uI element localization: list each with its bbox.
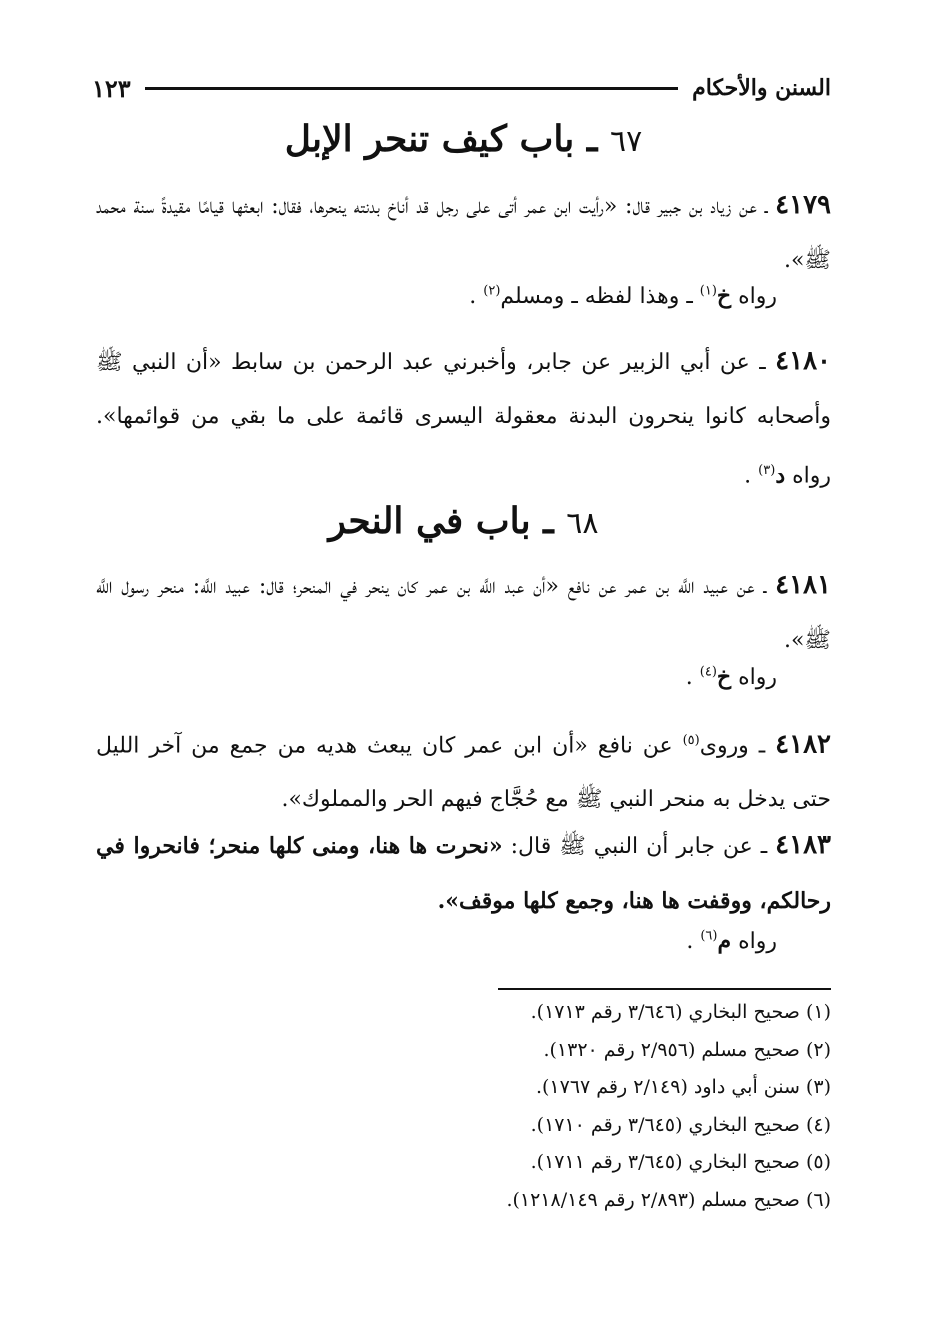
hadith-4179-attribution [469, 283, 777, 309]
hadith-number: ٤١٨٢ [775, 729, 832, 760]
footnote-6: (٦) صحيح مسلم (٢/٨٩٣ رقم ١٢١٨/١٤٩). [506, 1188, 831, 1211]
hadith-number: ٤١٨٣ [775, 830, 831, 860]
chapter-title: باب كيف تنحر الإبل [284, 118, 575, 160]
running-title: السنن والأحكام [692, 75, 831, 101]
hadith-text-continued: عن نافع «أن ابن عمر كان يبعث هديه من جمع من آخر الليل حتى يدخل به منحر النبي ﷺ مع حُجَّاج فيهم الحر والمملوك». [96, 733, 831, 813]
hadith-text: ـ عن أبي الزبير عن جابر، وأخبرني عبد الرحمن بن سابط «أن النبي ﷺ وأصحابه كانوا ينحرون البدنة معقولة اليسرى قائمة على ما بقي من قوائمها». رواه [96, 350, 831, 489]
footnote-2: (٢) صحيح مسلم (٢/٩٥٦ رقم ١٣٢٠). [543, 1038, 831, 1061]
footnote-ref: (٥) [682, 733, 700, 748]
attribution-prefix: رواه [731, 929, 777, 954]
header-rule [145, 87, 678, 90]
hadith-text: ـ عن جابر أن النبي ﷺ قال: [502, 834, 768, 859]
hadith-text: ـ عن زياد بن جبير قال: «رأيت ابن عمر أتى على رجل قد أناخ بدنته ينحرها، فقال: ابعثها قيامًا مقيدةً سنة محمد ﷺ». [96, 194, 831, 273]
footnote-ref: (٤) [699, 664, 717, 680]
footnotes [440, 994, 831, 1219]
footnote-ref: (٢) [483, 283, 501, 299]
hadith-4179 [96, 178, 831, 288]
hadith-4182 [96, 714, 831, 827]
chapter-heading-67 [96, 118, 831, 160]
footnote-ref: (١) [699, 283, 717, 299]
attribution-prefix: رواه [731, 665, 777, 690]
attribution-end: . [744, 463, 759, 489]
source-code: م [717, 928, 732, 954]
hadith-text: ـ عن عبيد اللَّه بن عمر عن نافع «أن عبد اللَّه بن عمر كان ينحر في المنحر؛ قال: عبيد اللَّه: منحر رسول اللَّه ﷺ». [96, 574, 831, 653]
footnote-3: (٣) سنن أبي داود (٢/١٤٩ رقم ١٧٦٧). [535, 1076, 831, 1098]
hadith-text: ـ وروى [699, 733, 766, 759]
hadith-number: ٤١٧٩ [775, 190, 832, 220]
footnote-1: (١) صحيح البخاري (٣/٦٤٦ رقم ١٧١٣). [530, 1001, 831, 1023]
footnote-rule [498, 988, 831, 990]
hadith-4183 [96, 818, 831, 929]
attribution-end: . [685, 665, 700, 690]
running-header [92, 64, 831, 112]
chapter-number: ٦٨ [566, 506, 599, 541]
attribution-prefix: رواه [731, 284, 777, 309]
source-code: د [775, 462, 786, 489]
hadith-number: ٤١٨٠ [775, 346, 831, 376]
hadith-4180 [96, 334, 831, 503]
source-code: خ [716, 664, 732, 690]
chapter-dash: ـ [543, 500, 554, 542]
chapter-heading-68 [96, 500, 831, 542]
footnote-4: (٤) صحيح البخاري (٣/٦٤٥ رقم ١٧١٠). [530, 1113, 831, 1136]
footnote-ref: (٦) [700, 928, 718, 944]
chapter-number: ٦٧ [609, 124, 643, 159]
attribution-end: . [686, 929, 701, 954]
source-code: خ [716, 283, 732, 309]
chapter-title: باب في النحر [328, 500, 531, 542]
footnote-5: (٥) صحيح البخاري (٣/٦٤٥ رقم ١٧١١). [530, 1151, 831, 1173]
hadith-quote-bold: «نحرت ها هنا، ومنى كلها منحر؛ فانحروا في رحالكم، ووقفت ها هنا، وجمع كلها موقف». [96, 833, 831, 914]
attribution-text: ـ وهذا لفظه ـ ومسلم [500, 284, 700, 309]
hadith-4183-attribution [686, 928, 777, 954]
hadith-4181-attribution [686, 664, 777, 690]
page-number: ١٢٣ [92, 73, 131, 103]
chapter-dash: ـ [586, 118, 598, 160]
attribution-end: . [469, 284, 484, 309]
hadith-4181 [96, 558, 831, 668]
hadith-number: ٤١٨١ [775, 570, 831, 600]
footnote-ref: (٣) [758, 463, 776, 478]
